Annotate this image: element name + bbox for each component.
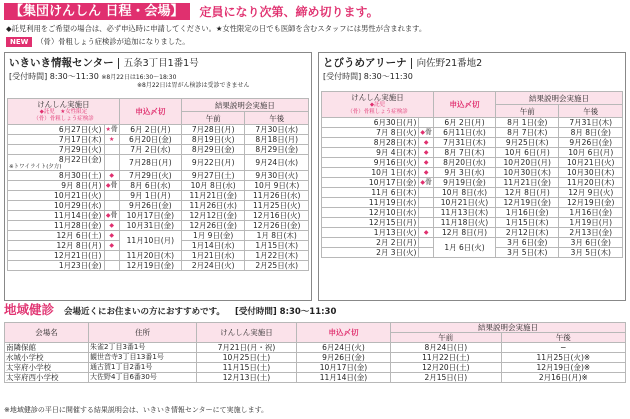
exam-date: 10月17日(金) (368, 178, 417, 187)
marker-cell (419, 218, 434, 228)
region-am-header: 午前 (391, 333, 502, 343)
marker-cell (419, 118, 434, 128)
result-am-cell: 11月21日(金) (181, 191, 245, 201)
venue-address-cell: 大佐野4丁目6番30号 (89, 373, 197, 383)
venue-address-cell: 通古賀1丁目2番1号 (89, 363, 197, 373)
marker-cell (104, 135, 119, 145)
childcare-marker: ◆ (109, 242, 114, 249)
deadline-cell: 11月18日(火) (434, 218, 496, 228)
notice-line-1: ◆託児利用をご希望の場合は、必ず申込時に申請してください。★女性限定の日でも医師を含むスタッフには男性が含まれます。 (6, 24, 427, 33)
exam-date-cell (8, 251, 105, 261)
deadline-cell: 10月21日(火) (434, 198, 496, 208)
region-address-header: 住所 (89, 323, 197, 343)
result-am-cell: 12月12日(金) (181, 211, 245, 221)
result-am-cell: 3月 5日(木) (496, 248, 559, 258)
result-pm-cell: 8月18日(月) (245, 135, 309, 145)
exam-date-cell: 7月21日(月・祝) (197, 343, 297, 353)
result-am-cell: 2月12日(木) (496, 228, 559, 238)
result-am-cell: 10月30日(木) (496, 168, 559, 178)
result-am-cell: 1月16日(金) (496, 208, 559, 218)
table-row (8, 211, 309, 221)
region-venue-header: 会場名 (5, 323, 89, 343)
deadline-cell: 7月28日(月) (119, 155, 181, 171)
table-row (322, 228, 623, 238)
childcare-marker: ◆ (109, 232, 114, 239)
deadline-cell: 7月29日(火) (119, 171, 181, 181)
exam-date: 1月23日(金) (58, 261, 102, 270)
venue-name-cell: 太宰府西小学校 (5, 373, 89, 383)
childcare-marker: ◆ (105, 212, 111, 219)
result-am-cell: 8月19日(火) (181, 135, 245, 145)
women-only-marker: ★ (105, 126, 111, 133)
tobiume-address: 向佐野21番地2 (411, 58, 483, 69)
result-pm-cell: 1月 8日(木) (245, 231, 309, 241)
exam-date-cell (8, 201, 105, 211)
exam-date: 12月21日(日) (54, 251, 102, 260)
table-row (8, 145, 309, 155)
deadline-cell: 10月17日(金) (119, 211, 181, 221)
table-row (8, 191, 309, 201)
deadline-cell: 7月 2日(水) (119, 145, 181, 155)
result-am-cell: 1月 9日(金) (181, 231, 245, 241)
result-pm-cell: 1月22日(木) (245, 251, 309, 261)
exam-date-cell (322, 138, 419, 148)
region-reception: [受付時間] 8:30～11:30 (234, 307, 337, 317)
exam-date-cell (8, 145, 105, 155)
exam-date-cell (322, 218, 419, 228)
tobiume-pm-header: 午後 (559, 105, 623, 118)
table-row (5, 363, 626, 373)
ikiiki-legend-2: （骨）骨粗しょう症検診 (33, 115, 94, 122)
table-row (8, 251, 309, 261)
region-result-header: 結果説明会実施日 (391, 323, 626, 333)
table-row (322, 138, 623, 148)
deadline-cell: 1月 6日(火) (434, 238, 496, 258)
result-am-cell: 2月24日(火) (181, 261, 245, 271)
venue-name-cell: 水城小学校 (5, 353, 89, 363)
deadline-cell: 10月 8日(水) (434, 188, 496, 198)
childcare-marker: ◆ (105, 182, 111, 189)
ikiiki-title (5, 53, 311, 70)
exam-date-cell (322, 198, 419, 208)
venue-address-cell: 観世音寺3丁目13番1号 (89, 353, 197, 363)
table-row (322, 158, 623, 168)
exam-date-cell (322, 188, 419, 198)
ikiiki-pm-header: 午後 (245, 112, 309, 125)
result-pm-cell: 3月 6日(金) (559, 238, 623, 248)
deadline-cell: 11月13日(木) (434, 208, 496, 218)
marker-cell (419, 148, 434, 158)
childcare-marker: ◆ (109, 172, 114, 179)
marker-cell (419, 158, 434, 168)
marker-cell (419, 238, 434, 248)
exam-date-cell (8, 135, 105, 145)
table-row (8, 221, 309, 231)
table-row (322, 188, 623, 198)
exam-date-cell (322, 168, 419, 178)
result-pm-cell: 8月29日(金) (245, 145, 309, 155)
exam-date-cell (8, 221, 105, 231)
exam-date: 12月 8日(月) (56, 241, 102, 250)
exam-date-cell (322, 238, 419, 248)
exam-date-note: ※トワイライト(夕方) (9, 164, 62, 170)
result-pm-cell: 12月26日(金) (245, 221, 309, 231)
marker-cell (104, 155, 119, 171)
marker-cell (419, 188, 434, 198)
tobiume-table (321, 91, 623, 258)
result-am-cell: 10月 6日(月) (496, 148, 559, 158)
result-pm-cell: 2月13日(金) (559, 228, 623, 238)
exam-date-cell (322, 228, 419, 238)
table-row (322, 218, 623, 228)
exam-date-cell (322, 148, 419, 158)
table-row (8, 201, 309, 211)
exam-date-cell (322, 118, 419, 128)
result-am-cell: 2月15日(日) (391, 373, 502, 383)
tobiume-date-header-label: けんしん実施日 (351, 93, 404, 102)
new-badge: NEW (6, 37, 32, 47)
exam-date: 10月 1日(水) (371, 168, 417, 177)
table-row (322, 168, 623, 178)
table-row (322, 208, 623, 218)
exam-date: 9月 4日(木) (376, 148, 417, 157)
result-pm-cell: 8月 8日(金) (559, 128, 623, 138)
exam-date: 7月29日(火) (58, 145, 102, 154)
result-am-cell: 1月21日(水) (181, 251, 245, 261)
footer-note: ※地域健診の平日に開催する結果説明会は、いきいき情報センターにて実施します。 (4, 406, 269, 414)
tobiume-date-header (322, 92, 434, 118)
result-am-cell: 7月28日(月) (181, 125, 245, 135)
table-row (5, 373, 626, 383)
result-am-cell: 9月22日(月) (181, 155, 245, 171)
result-pm-cell: 11月20日(木) (559, 178, 623, 188)
bone-density-marker: 骨 (110, 125, 118, 133)
deadline-cell: 9月26日(金) (119, 201, 181, 211)
exam-date-cell (8, 171, 105, 181)
result-pm-cell: 10月21日(火) (559, 158, 623, 168)
marker-cell (104, 201, 119, 211)
deadline-cell: 10月31日(金) (119, 221, 181, 231)
region-title: 地域健診 (4, 302, 55, 317)
deadline-cell: 11月14日(金) (297, 373, 391, 383)
page-subtitle: 定員になり次第、締め切ります。 (199, 5, 379, 19)
childcare-marker: ◆ (423, 139, 429, 146)
notice-line-2-text: （骨）骨粗しょう症検診が追加になりました。 (36, 37, 190, 46)
table-row (322, 128, 623, 138)
tobiume-reception: [受付時間] 8:30～11:30 (323, 72, 413, 81)
childcare-marker: ◆ (423, 149, 429, 156)
marker-cell (419, 198, 434, 208)
result-pm-cell: 7月30日(水) (245, 125, 309, 135)
exam-date-cell (8, 155, 105, 171)
result-am-cell: 11月22日(土) (391, 353, 502, 363)
result-am-cell: 12月26日(金) (181, 221, 245, 231)
result-pm-cell: 11月26日(水) (245, 191, 309, 201)
table-row (5, 343, 626, 353)
result-am-cell: 8月 7日(木) (496, 128, 559, 138)
table-row (8, 125, 309, 135)
table-row (8, 171, 309, 181)
exam-date: 11月19日(水) (368, 198, 417, 207)
deadline-cell: 6月11日(水) (434, 128, 496, 138)
exam-date: 7月 8日(火) (376, 128, 417, 137)
childcare-marker: ◆ (423, 169, 429, 176)
ikiiki-date-header (8, 99, 120, 125)
result-pm-cell: 1月15日(木) (245, 241, 309, 251)
deadline-cell: 7月31日(木) (434, 138, 496, 148)
table-row (8, 181, 309, 191)
tobiume-am-header: 午前 (496, 105, 559, 118)
result-pm-cell: 2月16日(月)※ (501, 373, 625, 383)
region-subtitle: 会場近くにお住まいの方におすすめです。 (64, 307, 225, 317)
exam-date: 7月17日(木) (58, 135, 102, 144)
marker-cell (104, 261, 119, 271)
exam-date: 11月14日(金) (54, 211, 102, 220)
marker-cell (419, 178, 434, 188)
result-am-cell: 1月15日(木) (496, 218, 559, 228)
result-pm-cell: 2月25日(水) (245, 261, 309, 271)
ikiiki-name: いきいき情報センター (9, 57, 114, 69)
marker-cell (419, 138, 434, 148)
ikiiki-date-header-label: けんしん実施日 (37, 100, 90, 109)
ikiiki-reception-time: [受付時間] 8:30～11:30 (9, 72, 99, 81)
tobiume-section (318, 52, 626, 301)
result-am-cell: 12月20日(土) (391, 363, 502, 373)
result-pm-cell: − (501, 343, 625, 353)
table-row (8, 231, 309, 241)
result-am-cell: 10月 8日(水) (181, 181, 245, 191)
ikiiki-table (7, 98, 309, 271)
result-am-cell: 12月19日(金) (496, 198, 559, 208)
result-am-cell: 12月 8日(月) (496, 188, 559, 198)
region-date-header: けんしん実施日 (197, 323, 297, 343)
exam-date: 12月10日(水) (368, 208, 417, 217)
exam-date-cell: 11月15日(土) (197, 363, 297, 373)
childcare-marker: ◆ (420, 129, 425, 136)
marker-cell (104, 181, 119, 191)
deadline-cell: 6月20日(金) (119, 135, 181, 145)
women-only-marker: ★ (109, 136, 115, 143)
result-pm-cell: 9月26日(金) (559, 138, 623, 148)
exam-date-cell: 12月13日(土) (197, 373, 297, 383)
ikiiki-result-header: 結果説明会実施日 (181, 99, 308, 112)
table-row (8, 155, 309, 171)
marker-cell (104, 221, 119, 231)
tobiume-result-header: 結果説明会実施日 (496, 92, 623, 105)
table-row (5, 353, 626, 363)
childcare-marker: ◆ (423, 229, 429, 236)
result-am-cell: 11月26日(水) (181, 201, 245, 211)
deadline-cell: 6月 2日(月) (119, 125, 181, 135)
deadline-cell: 12月19日(金) (119, 261, 181, 271)
result-pm-cell: 9月30日(火) (245, 171, 309, 181)
exam-date-cell (322, 158, 419, 168)
deadline-cell: 9月19日(金) (434, 178, 496, 188)
marker-cell (104, 211, 119, 221)
exam-date: 10月29日(水) (54, 201, 102, 210)
result-am-cell: 3月 6日(金) (496, 238, 559, 248)
venue-name-cell: 太宰府小学校 (5, 363, 89, 373)
exam-date: 2月 3日(火) (376, 248, 417, 257)
bone-density-marker: 骨 (425, 128, 432, 136)
deadline-cell: 8月 6日(水) (119, 181, 181, 191)
deadline-cell: 12月 8日(月) (434, 228, 496, 238)
result-pm-cell: 9月24日(水) (245, 155, 309, 171)
marker-cell (104, 171, 119, 181)
marker-cell (419, 248, 434, 258)
table-row (322, 198, 623, 208)
tobiume-title (319, 53, 625, 70)
ikiiki-am-header: 午前 (181, 112, 245, 125)
exam-date: 9月 8日(月) (61, 181, 102, 190)
deadline-cell: 11月20日(木) (119, 251, 181, 261)
notice-line-2 (6, 37, 190, 47)
result-pm-cell: 10月 6日(月) (559, 148, 623, 158)
marker-cell (419, 128, 434, 138)
exam-date: 11月28日(金) (54, 221, 102, 230)
marker-cell (419, 228, 434, 238)
page-title: 【集団けんしん 日程・会場】 (4, 3, 190, 20)
result-pm-cell: 3月 5日(木) (559, 248, 623, 258)
exam-date-cell (8, 211, 105, 221)
exam-date: 8月22日(金) (58, 155, 102, 164)
region-header (4, 300, 336, 318)
exam-date-cell (8, 181, 105, 191)
region-table (4, 322, 626, 383)
venue-address-cell: 朱雀2丁目3番1号 (89, 343, 197, 353)
deadline-cell: 9月 1日(月) (119, 191, 181, 201)
exam-date-cell (8, 191, 105, 201)
marker-cell (104, 231, 119, 241)
childcare-marker: ◆ (420, 179, 425, 186)
result-pm-cell: 1月19日(月) (559, 218, 623, 228)
deadline-cell: 11月10日(月) (119, 231, 181, 251)
exam-date: 8月30日(土) (58, 171, 102, 180)
result-pm-cell: 12月19日(金)※ (501, 363, 625, 373)
exam-date-cell (322, 208, 419, 218)
deadline-cell: 9月 3日(水) (434, 168, 496, 178)
result-pm-cell: 10月 9日(木) (245, 181, 309, 191)
marker-cell (104, 145, 119, 155)
result-am-cell: 9月27日(土) (181, 171, 245, 181)
deadline-cell: 10月17日(金) (297, 363, 391, 373)
exam-date: 6月27日(火) (58, 125, 102, 134)
marker-cell (104, 241, 119, 251)
childcare-marker: ◆ (423, 159, 429, 166)
marker-cell (104, 125, 119, 135)
result-am-cell: 8月 1日(金) (496, 118, 559, 128)
exam-date-cell (8, 241, 105, 251)
childcare-marker: ◆ (109, 222, 114, 229)
result-pm-cell: 10月30日(木) (559, 168, 623, 178)
deadline-cell: 6月24日(火) (297, 343, 391, 353)
marker-cell (419, 208, 434, 218)
deadline-cell: 9月26日(金) (297, 353, 391, 363)
deadline-cell: 8月 7日(木) (434, 148, 496, 158)
region-deadline-header: 申込〆切 (297, 323, 391, 343)
result-pm-cell: 7月31日(木) (559, 118, 623, 128)
result-am-cell: 11月21日(金) (496, 178, 559, 188)
exam-date: 8月28日(木) (373, 138, 417, 147)
exam-date-cell (8, 125, 105, 135)
result-pm-cell: 11月25日(火)※ (501, 353, 625, 363)
result-pm-cell: 11月25日(火) (245, 201, 309, 211)
marker-cell (104, 251, 119, 261)
bone-density-marker: 骨 (110, 181, 118, 189)
exam-date: 6月30日(月) (373, 118, 417, 127)
venue-name-cell: 南隣保館 (5, 343, 89, 353)
exam-date: 1月13日(火) (373, 228, 417, 237)
exam-date-cell (322, 178, 419, 188)
page-header (4, 3, 379, 20)
tobiume-legend-1: ◆託児 (369, 102, 386, 108)
result-pm-cell: 12月 9日(火) (559, 188, 623, 198)
result-pm-cell: 12月16日(火) (245, 211, 309, 221)
result-am-cell: 8月29日(金) (181, 145, 245, 155)
marker-cell (104, 191, 119, 201)
result-pm-cell: 12月19日(金) (559, 198, 623, 208)
exam-date: 2月 2日(月) (376, 238, 417, 247)
exam-date-cell (8, 261, 105, 271)
exam-date-cell (322, 248, 419, 258)
ikiiki-section (4, 52, 312, 301)
exam-date: 12月 6日(土) (56, 231, 102, 240)
tobiume-name: とびうめアリーナ (323, 57, 407, 69)
ikiiki-reception-note-1: ※8月22日は16:30～18:30 (101, 74, 177, 81)
result-am-cell: 9月25日(木) (496, 138, 559, 148)
table-row (322, 238, 623, 248)
table-row (322, 148, 623, 158)
tobiume-legend-2: （骨）骨粗しょう症検診 (347, 108, 408, 115)
exam-date-cell: 10月25日(土) (197, 353, 297, 363)
bone-density-marker: 骨 (425, 178, 432, 186)
ikiiki-deadline-header: 申込〆切 (119, 99, 181, 125)
ikiiki-reception-note-2: ※8月22日は胃がん検診は受診できません (137, 82, 250, 89)
table-row (322, 118, 623, 128)
table-row (8, 135, 309, 145)
exam-date: 11月 6日(木) (371, 188, 417, 197)
table-row (322, 178, 623, 188)
exam-date-cell (8, 231, 105, 241)
bone-density-marker: 骨 (110, 211, 118, 219)
result-am-cell: 1月14日(水) (181, 241, 245, 251)
exam-date-cell (322, 128, 419, 138)
ikiiki-address: 五条3丁目1番1号 (118, 58, 199, 69)
result-am-cell: 8月24日(日) (391, 343, 502, 353)
deadline-cell: 6月 2日(月) (434, 118, 496, 128)
marker-cell (419, 168, 434, 178)
exam-date: 9月16日(火) (373, 158, 417, 167)
region-pm-header: 午後 (501, 333, 625, 343)
ikiiki-legend-1: ◆託児 ★女性限定 (39, 109, 88, 115)
deadline-cell: 8月20日(水) (434, 158, 496, 168)
tobiume-deadline-header: 申込〆切 (434, 92, 496, 118)
result-pm-cell: 1月16日(金) (559, 208, 623, 218)
result-am-cell: 10月20日(月) (496, 158, 559, 168)
exam-date: 12月15日(月) (368, 218, 417, 227)
exam-date: 10月21日(火) (54, 191, 102, 200)
table-row (8, 261, 309, 271)
